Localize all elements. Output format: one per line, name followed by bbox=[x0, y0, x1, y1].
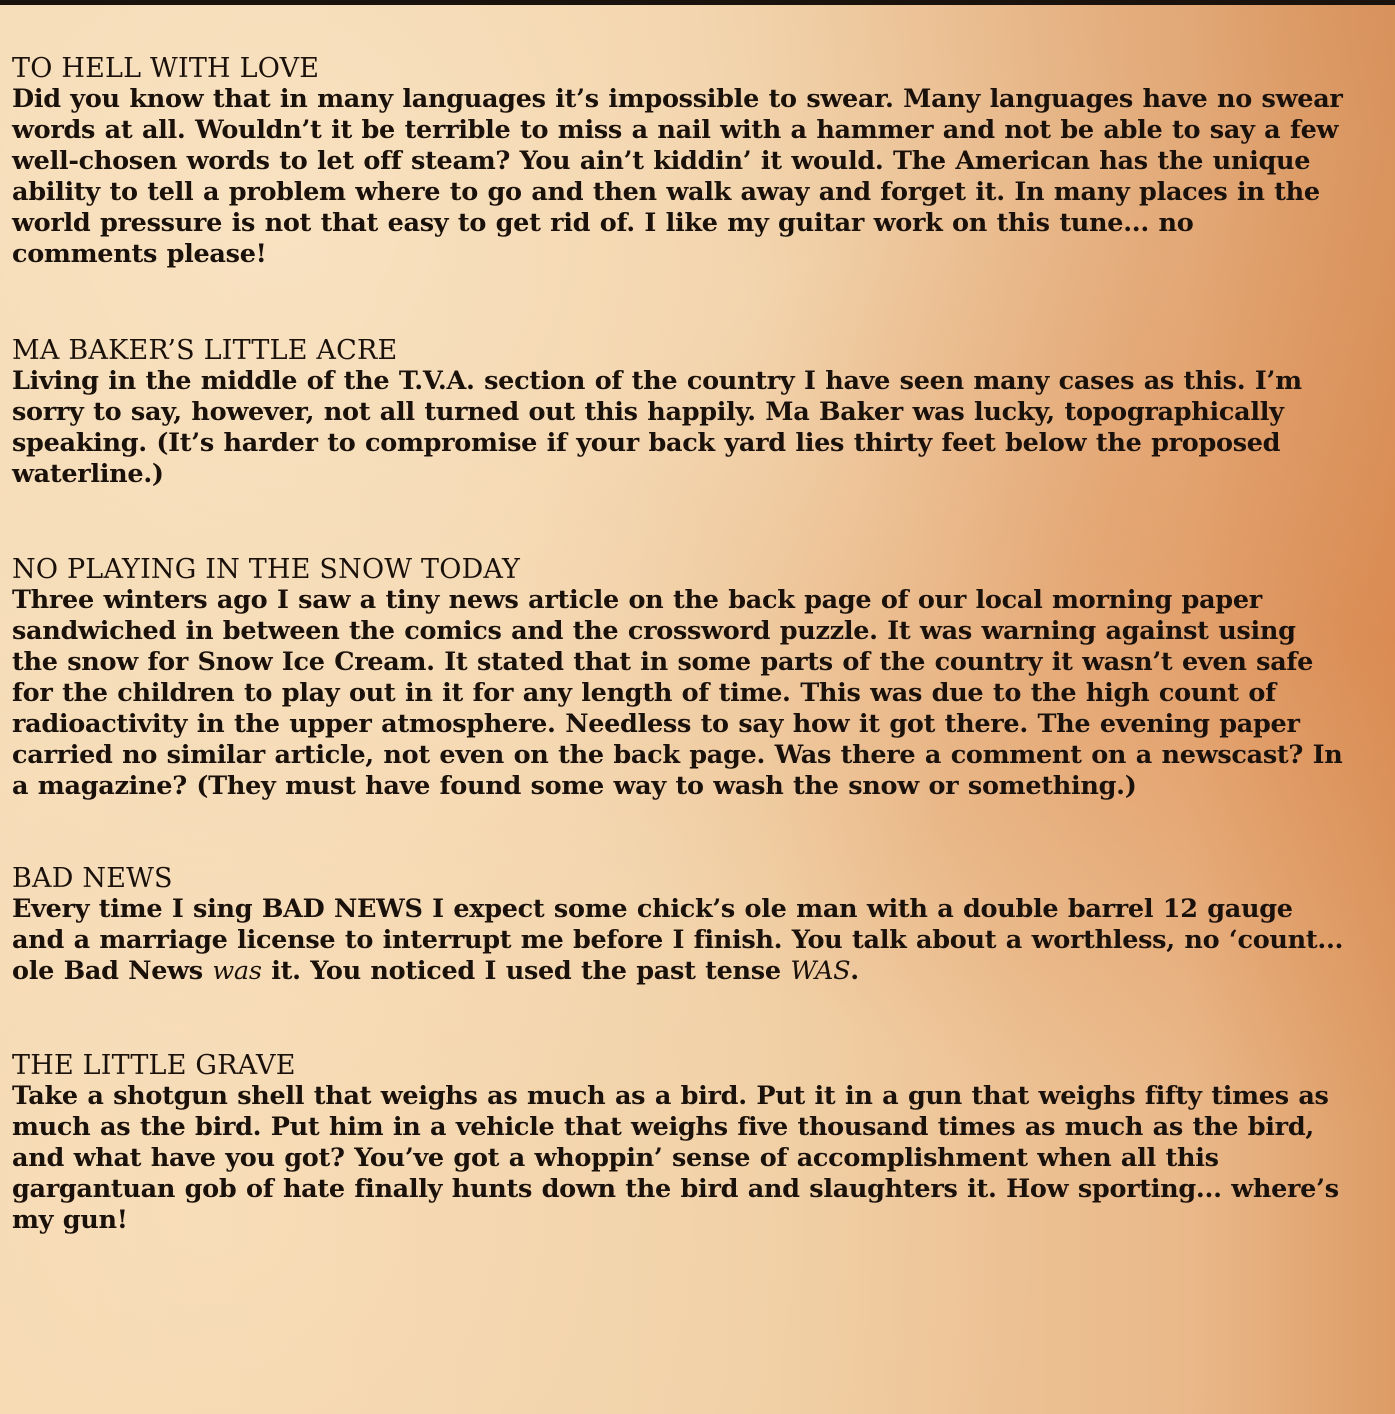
section-bad-news bbox=[12, 863, 1347, 987]
section-title: MA BAKER’S LITTLE ACRE bbox=[12, 335, 398, 366]
section-ma-bakers-little-acre bbox=[12, 335, 1347, 490]
section-title: THE LITTLE GRAVE bbox=[12, 1050, 296, 1081]
liner-notes-page bbox=[12, 53, 1347, 1236]
body-text: Every time I sing BAD NEWS I expect some chick’s ole man with a double barrel 12 gauge and a marriage license to interrupt me before I finish. You talk about a worthless, no ‘count... ole Bad News bbox=[12, 894, 1344, 986]
section-title: BAD NEWS bbox=[12, 863, 173, 894]
section-body: Take a shotgun shell that weighs as much as a bird. Put it in a gun that weighs fifty times as much as the bird. Put him in a vehicle that weighs five thousand times as much as the bird, and what have you got? You’ve got a whoppin’ sense of accomplishment when all this gargantuan gob of hate finally hunts down the bird and slaughters it. How sporting... where’s my gun! bbox=[12, 1081, 1339, 1235]
section-body bbox=[12, 894, 1347, 987]
section-title: NO PLAYING IN THE SNOW TODAY bbox=[12, 554, 521, 585]
section-body: Three winters ago I saw a tiny news article on the back page of our local morning paper sandwiched in between the comics and the crossword puzzle. It was warning against using the snow for Snow Ice Cream. It stated that in some parts of the country it wasn’t even safe for the children to play out in it for any length of time. This was due to the high count of radioactivity in the upper atmosphere. Needless to say how it got there. The evening paper carried no similar article, not even on the back page. Was there a comment on a newscast? In a magazine? (They must have found some way to wash the snow or something.) bbox=[12, 585, 1343, 801]
section-the-little-grave bbox=[12, 1050, 1347, 1236]
section-title: TO HELL WITH LOVE bbox=[12, 53, 320, 84]
italic-emphasis: was bbox=[212, 956, 262, 986]
section-to-hell-with-love bbox=[12, 53, 1347, 270]
section-no-playing-in-the-snow-today bbox=[12, 554, 1347, 802]
page-top-edge bbox=[0, 0, 1395, 5]
body-text: . bbox=[850, 956, 859, 986]
section-body: Living in the middle of the T.V.A. section of the country I have seen many cases as this. I’m sorry to say, however, not all turned out this happily. Ma Baker was lucky, topographically speaking. (It’s harder to compromise if your back yard lies thirty feet below the proposed waterline.) bbox=[12, 366, 1302, 489]
section-body: Did you know that in many languages it’s impossible to swear. Many languages have no swear words at all. Wouldn’t it be terrible to miss a nail with a hammer and not be able to say a few well-chosen words to let off steam? You ain’t kiddin’ it would. The American has the unique ability to tell a problem where to go and then walk away and forget it. In many places in the world pressure is not that easy to get rid of. I like my guitar work on this tune... no comments please! bbox=[12, 84, 1343, 269]
body-text: it. You noticed I used the past tense bbox=[261, 956, 791, 986]
italic-emphasis: WAS bbox=[790, 956, 851, 986]
